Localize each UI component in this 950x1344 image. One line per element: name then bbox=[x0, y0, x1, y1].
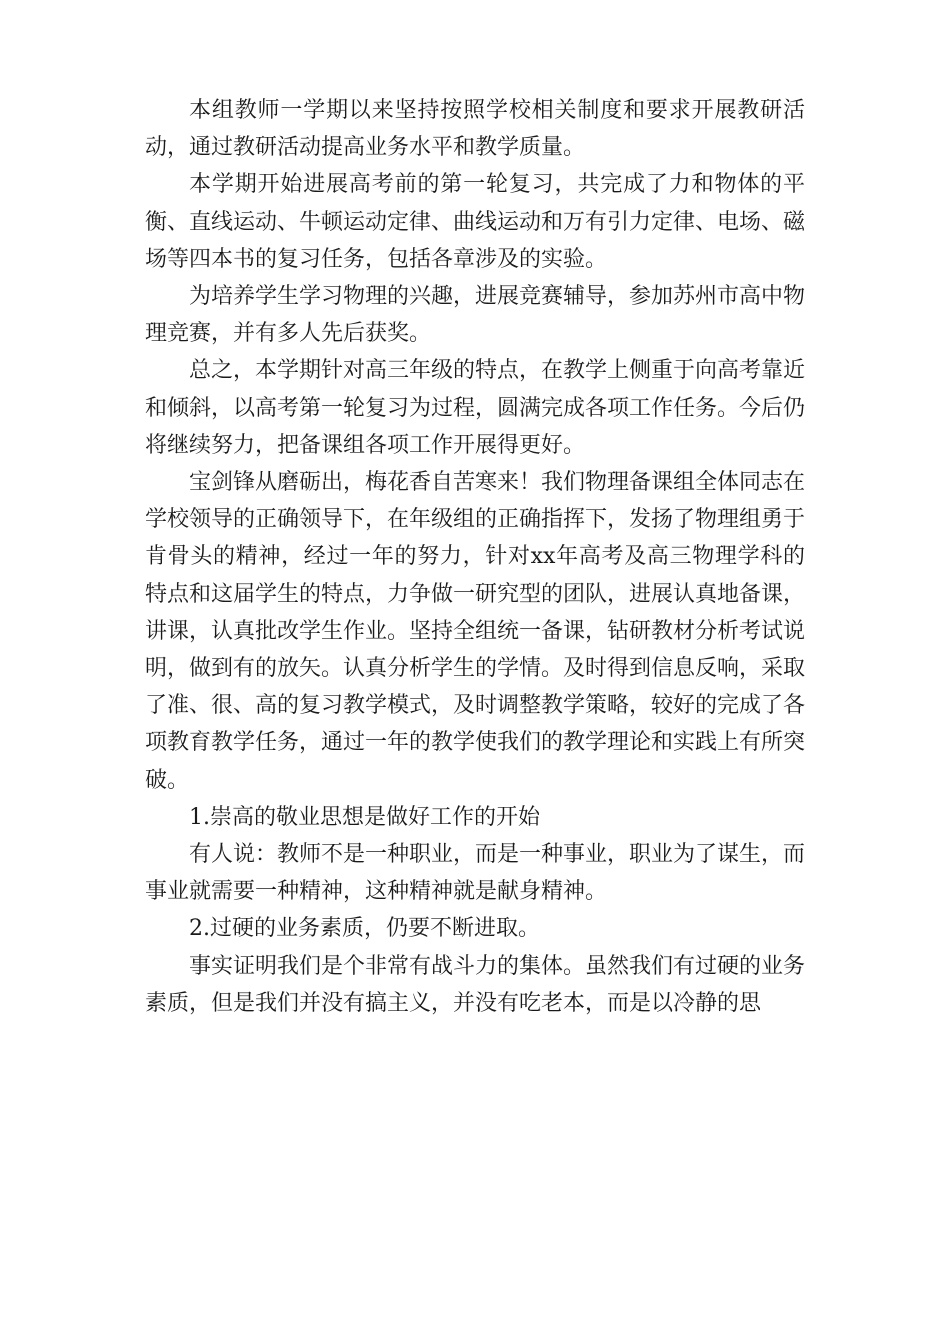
paragraph-summary: 总之，本学期针对高三年级的特点，在教学上侧重于向高考靠近和倾斜，以高考第一轮复习为过程，圆满完成各项工作任务。今后仍将继续努力，把备课组各项工作开展得更好。 bbox=[145, 358, 806, 458]
paragraph-review: 本学期开始进展高考前的第一轮复习，共完成了力和物体的平衡、直线运动、牛顿运动定律、曲线运动和万有引力定律、电场、磁场等四本书的复习任务，包括各章涉及的实验。 bbox=[145, 172, 806, 272]
paragraph-team: 宝剑锋从磨砺出，梅花香自苦寒来！我们物理备课组全体同志在学校领导的正确领导下，在年级组的正确指挥下，发扬了物理组勇于肯骨头的精神，经过一年的努力，针对xx年高考及高三物理学科的特点和这届学生的特点，力争做一研究型的团队，进展认真地备课，讲课，认真批改学生作业。坚持全组统一备课，钻研教材分析考试说明，做到有的放矢。认真分析学生的学情。及时得到信息反响，采取了准、很、高的复习教学模式，及时调整教学策略，较好的完成了各项教育教学任务，通过一年的教学使我们的教学理论和实践上有所突破。 bbox=[145, 470, 806, 793]
paragraph-dedication: 有人说：教师不是一种职业，而是一种事业，职业为了谋生，而事业就需要一种精神，这种精神就是献身精神。 bbox=[145, 842, 806, 905]
heading-dedication: 1.崇高的敬业思想是做好工作的开始 bbox=[189, 804, 540, 830]
document-body bbox=[145, 92, 805, 1022]
heading-quality: 2.过硬的业务素质，仍要不断进取。 bbox=[189, 916, 540, 942]
paragraph-competition: 为培养学生学习物理的兴趣，进展竞赛辅导，参加苏州市高中物理竞赛，并有多人先后获奖。 bbox=[145, 284, 806, 347]
paragraph-quality: 事实证明我们是个非常有战斗力的集体。虽然我们有过硬的业务素质，但是我们并没有搞主义，并没有吃老本，而是以冷静的思 bbox=[145, 953, 806, 1016]
paragraph-intro: 本组教师一学期以来坚持按照学校相关制度和要求开展教研活动，通过教研活动提高业务水平和教学质量。 bbox=[145, 98, 805, 161]
